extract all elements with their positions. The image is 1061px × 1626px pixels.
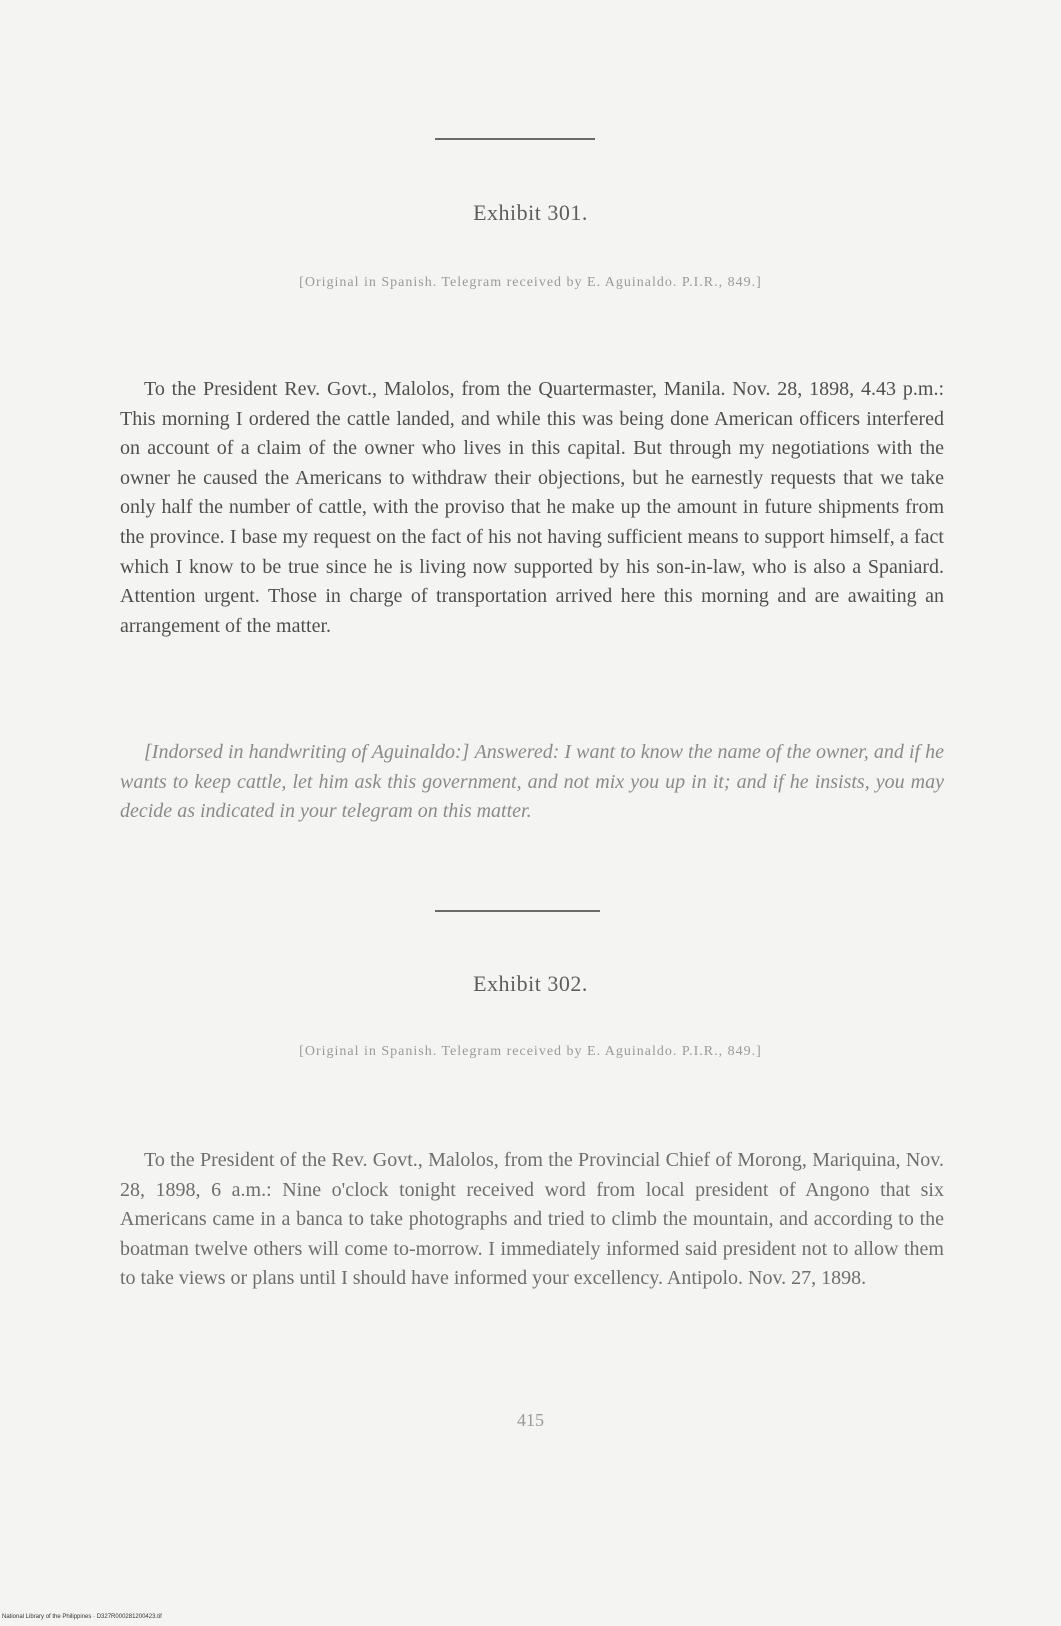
top-divider-rule: [435, 138, 595, 140]
footer-archive-label: National Library of the Philippines · D327R000281200423.tif: [2, 1614, 162, 1620]
endorsement-text: Answered: I want to know the name of the owner, and if he wants to keep cattle, let him ask this government, and not mix you up in it; and if he insists, you may decide as indicated in your telegram on this matter.: [120, 741, 944, 823]
exhibit-301-body: To the President Rev. Govt., Malolos, from the Quartermaster, Manila. Nov. 28, 1898, 4.43 p.m.: This morning I ordered the cattle landed, and while this was being done American officers interfered on account of a claim of the owner who lives in this capital. But through my negotiations with the owner he caused the Americans to withdraw their objections, but he earnestly requests that we take only half the number of cattle, with the proviso that he make up the amount in future shipments from the province. I base my request on the fact of his not having sufficient means to support himself, a fact which I know to be true since he is living now supported by his son-in-law, who is also a Spaniard. Attention urgent. Those in charge of transportation arrived here this morning and are awaiting an arrangement of the matter.: [120, 378, 944, 637]
page-number: 415: [517, 1410, 544, 1430]
middle-divider-rule: [435, 910, 600, 912]
exhibit-302-source-note: [Original in Spanish. Telegram received by E. Aguinaldo. P.I.R., 849.]: [299, 1044, 762, 1059]
exhibit-301-source-note: [Original in Spanish. Telegram received by E. Aguinaldo. P.I.R., 849.]: [299, 275, 762, 290]
exhibit-302-title: Exhibit 302.: [473, 971, 588, 996]
endorsement-label: [Indorsed in handwriting of Aguinaldo:]: [144, 741, 470, 763]
exhibit-302-body: To the President of the Rev. Govt., Malolos, from the Provincial Chief of Morong, Mariquina, Nov. 28, 1898, 6 a.m.: Nine o'clock tonight received word from local president of Angono that six Americans came in a banca to take photographs and tried to climb the mountain, and according to the boatman twelve others will come to-morrow. I immediately informed said president not to allow them to take views or plans until I should have informed your excellency. Antipolo. Nov. 27, 1898.: [120, 1149, 944, 1290]
exhibit-301-title: Exhibit 301.: [473, 200, 588, 225]
exhibit-301-endorsement: [120, 738, 944, 827]
